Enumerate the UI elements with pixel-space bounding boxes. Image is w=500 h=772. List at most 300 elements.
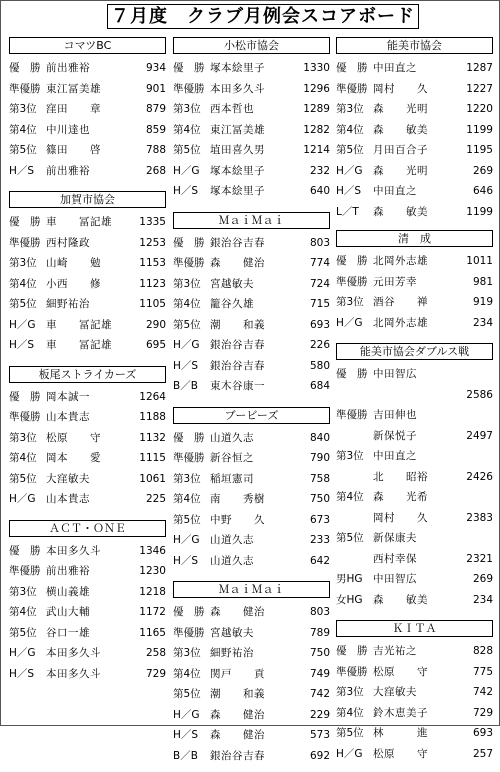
result-row — [173, 79, 330, 100]
score-value: 232 — [309, 164, 330, 177]
score-value: 1123 — [139, 277, 166, 290]
score-value: 692 — [309, 749, 330, 762]
rank-label: 準優勝 — [336, 82, 368, 95]
rank-label: 男HG — [336, 573, 363, 585]
score-value: 673 — [309, 513, 330, 526]
result-row — [9, 212, 166, 233]
score-value: 758 — [309, 472, 330, 485]
player-name: 酒谷 禅 — [373, 296, 428, 308]
results-list — [173, 58, 330, 202]
player-name: 前出雅裕 — [46, 164, 90, 177]
rank-label: 第4位 — [9, 452, 37, 464]
score-value: 234 — [472, 316, 493, 329]
player-name: 松原 守 — [46, 431, 101, 444]
rank-label: H／S — [336, 185, 362, 197]
rank-label: 第3位 — [173, 472, 201, 485]
player-name: 新保康夫 — [373, 532, 417, 544]
result-row — [336, 641, 493, 662]
result-row — [173, 376, 330, 397]
result-row — [336, 744, 493, 765]
club-section — [173, 581, 330, 766]
result-row — [9, 274, 166, 295]
score-value: 1011 — [466, 255, 493, 267]
result-row — [9, 161, 166, 182]
result-row — [336, 140, 493, 161]
rank-label: 第5位 — [173, 144, 201, 156]
result-row — [173, 140, 330, 161]
score-value: 2426 — [466, 470, 493, 483]
player-name: 本田多久斗 — [46, 647, 101, 659]
rank-label: 第4位 — [9, 277, 37, 290]
rank-label: 第3位 — [9, 585, 37, 598]
score-value: 724 — [309, 277, 330, 290]
score-value: 774 — [309, 257, 330, 269]
score-value: 828 — [472, 645, 493, 657]
score-value: 729 — [472, 706, 493, 719]
score-value: 1220 — [466, 103, 493, 115]
rank-label: 第3位 — [173, 103, 201, 115]
result-row — [9, 582, 166, 603]
player-name: 本田多久斗 — [46, 544, 101, 557]
player-name: 横山義雄 — [46, 585, 90, 598]
section-header: 小松市協会 — [173, 37, 330, 54]
player-name: 銀治谷吉春 — [210, 359, 265, 372]
rank-label: H／G — [9, 647, 36, 659]
rank-label: 準優勝 — [9, 236, 41, 249]
player-name: 中田智広 — [373, 573, 417, 585]
results-list — [336, 641, 493, 764]
rank-label: 第4位 — [9, 606, 37, 618]
result-row — [9, 541, 166, 562]
player-name: 大窪敏夫 — [373, 686, 417, 698]
column-right — [336, 37, 493, 770]
player-name: 銀治谷吉春 — [210, 339, 265, 351]
score-value: 1282 — [303, 123, 330, 136]
score-value: 901 — [145, 82, 166, 95]
player-name: 岡村 久 — [373, 82, 428, 95]
rank-label: H／G — [173, 708, 200, 721]
rank-label: H／G — [336, 316, 363, 329]
player-name: 北岡外志雄 — [373, 316, 428, 329]
score-value: 789 — [309, 626, 330, 639]
player-name: 関戸 貢 — [210, 667, 265, 680]
player-name: 東江冨美雄 — [46, 82, 101, 95]
rank-label: 第3位 — [173, 647, 201, 659]
rank-label: 優 勝 — [173, 236, 205, 249]
rank-label: 優 勝 — [173, 431, 205, 444]
result-row — [173, 315, 330, 336]
player-name: 岡本 愛 — [46, 452, 101, 464]
rank-label: 優 勝 — [173, 606, 205, 618]
score-value: 1199 — [466, 123, 493, 136]
score-value: 268 — [145, 164, 166, 177]
result-row — [173, 746, 330, 767]
section-header: ブービーズ — [173, 407, 330, 424]
rank-label: 第4位 — [336, 491, 364, 503]
player-name: 元田芳幸 — [373, 275, 417, 288]
results-list — [336, 364, 493, 610]
player-name: 森 健治 — [210, 606, 265, 618]
player-name: 小西 修 — [46, 277, 101, 290]
result-row — [173, 181, 330, 202]
rank-label: H／S — [173, 554, 199, 567]
results-list — [9, 212, 166, 356]
club-section — [336, 620, 493, 764]
result-row — [9, 643, 166, 664]
result-row — [173, 510, 330, 531]
player-name: 森 敏美 — [373, 123, 428, 136]
player-name: 武山大輔 — [46, 606, 90, 618]
score-value: 2321 — [466, 552, 493, 565]
player-name: 山崎 勉 — [46, 257, 101, 269]
player-name: 中田直之 — [373, 62, 417, 74]
result-row — [336, 549, 493, 570]
result-row — [336, 251, 493, 272]
rank-label: 第4位 — [173, 667, 201, 680]
player-name: 山道久志 — [210, 554, 254, 567]
result-row — [9, 233, 166, 254]
rank-label: 第3位 — [173, 277, 201, 290]
rank-label: H／G — [9, 493, 36, 505]
player-name: 細野祐治 — [210, 647, 254, 659]
player-name: 東江冨美雄 — [210, 123, 265, 136]
result-row — [336, 99, 493, 120]
result-row — [336, 590, 493, 611]
result-row — [173, 356, 330, 377]
rank-label: 優 勝 — [9, 544, 41, 557]
player-name: 東木谷康一 — [210, 380, 265, 392]
result-row — [9, 407, 166, 428]
section-header: ＭａｉＭａｉ — [173, 581, 330, 598]
score-value: 580 — [309, 359, 330, 372]
score-value: 646 — [472, 185, 493, 197]
section-header: 加賀市協会 — [9, 191, 166, 208]
result-row — [336, 405, 493, 426]
results-list — [173, 602, 330, 766]
rank-label: 第4位 — [9, 123, 37, 136]
rank-label: B／B — [173, 380, 198, 392]
score-value: 695 — [145, 339, 166, 351]
result-row — [336, 202, 493, 223]
player-name: 吉光祐之 — [373, 645, 417, 657]
player-name: 森 光希 — [373, 491, 428, 503]
score-value: 1061 — [139, 472, 166, 485]
score-value: 1214 — [303, 144, 330, 156]
score-value: 640 — [309, 185, 330, 197]
player-name: 山本貴志 — [46, 411, 90, 423]
rank-label: 優 勝 — [336, 645, 368, 657]
result-row — [9, 664, 166, 685]
club-section — [9, 37, 166, 181]
score-value: 290 — [145, 318, 166, 331]
rank-label: 優 勝 — [336, 368, 368, 380]
club-section — [173, 37, 330, 202]
result-row — [336, 385, 493, 406]
result-row — [173, 623, 330, 644]
results-list — [173, 428, 330, 572]
player-name: 山本貴志 — [46, 493, 90, 505]
result-row — [173, 294, 330, 315]
player-name: 車 冨記雄 — [46, 318, 112, 331]
player-name: 山道久志 — [210, 431, 254, 444]
score-value: 693 — [472, 727, 493, 739]
score-value: 1199 — [466, 205, 493, 218]
result-row — [336, 58, 493, 79]
rank-label: 第5位 — [173, 513, 201, 526]
score-value: 269 — [472, 164, 493, 177]
result-row — [336, 682, 493, 703]
player-name: 谷口一雄 — [46, 626, 90, 639]
score-value: 1218 — [139, 585, 166, 598]
rank-label: 準優勝 — [173, 626, 205, 639]
rank-label: H／G — [336, 164, 363, 177]
column-left — [9, 37, 166, 690]
rank-label: B／B — [173, 749, 198, 762]
rank-label: H／S — [9, 339, 35, 351]
result-row — [9, 561, 166, 582]
score-value: 750 — [309, 647, 330, 659]
score-value: 1330 — [303, 62, 330, 74]
result-row — [9, 428, 166, 449]
result-row — [336, 426, 493, 447]
player-name: 本田多久斗 — [210, 82, 265, 95]
rank-label: 第5位 — [9, 472, 37, 485]
score-value: 788 — [145, 144, 166, 156]
result-row — [173, 120, 330, 141]
result-row — [173, 161, 330, 182]
score-value: 1264 — [139, 390, 166, 403]
score-value: 790 — [309, 452, 330, 464]
player-name: 潮 和義 — [210, 688, 265, 700]
rank-label: 第3位 — [9, 103, 37, 115]
section-header: コマツBC — [9, 37, 166, 54]
rank-label: 第5位 — [173, 318, 201, 331]
club-section — [9, 366, 166, 510]
results-list — [9, 58, 166, 181]
result-row — [336, 181, 493, 202]
score-value: 1172 — [139, 606, 166, 618]
player-name: 銀治谷吉春 — [210, 236, 265, 249]
score-value: 229 — [309, 708, 330, 721]
result-row — [173, 664, 330, 685]
result-row — [336, 364, 493, 385]
player-name: 細野祐治 — [46, 298, 90, 310]
section-header: 能美市協会ダブルス戦 — [336, 343, 493, 360]
player-name: 松原 守 — [373, 665, 428, 678]
result-row — [173, 684, 330, 705]
rank-label: 優 勝 — [336, 255, 368, 267]
player-name: 西村幸保 — [373, 552, 417, 565]
player-name: 宮越敏夫 — [210, 626, 254, 639]
rank-label: 準優勝 — [173, 82, 205, 95]
rank-label: 第5位 — [9, 298, 37, 310]
player-name: 松原 守 — [373, 747, 428, 760]
result-row — [173, 469, 330, 490]
rank-label: 優 勝 — [9, 216, 41, 228]
score-value: 233 — [309, 534, 330, 546]
result-row — [173, 428, 330, 449]
results-list — [9, 541, 166, 685]
rank-label: H／S — [9, 667, 35, 680]
result-row — [173, 274, 330, 295]
result-row — [173, 253, 330, 274]
rank-label: H／S — [173, 359, 199, 372]
rank-label: 第4位 — [336, 123, 364, 136]
score-value: 1115 — [139, 452, 166, 464]
player-name: 森 健治 — [210, 729, 265, 741]
player-name: 鈴木恵美子 — [373, 706, 428, 719]
score-value: 234 — [472, 593, 493, 606]
results-list — [173, 233, 330, 397]
player-name: 塚本絵里子 — [210, 62, 265, 74]
player-name: 新谷恒之 — [210, 452, 254, 464]
result-row — [336, 467, 493, 488]
player-name: 西本哲也 — [210, 103, 254, 115]
rank-label: 第3位 — [336, 103, 364, 115]
result-row — [336, 528, 493, 549]
result-row — [9, 469, 166, 490]
result-row — [9, 315, 166, 336]
result-row — [173, 335, 330, 356]
player-name: 中川達也 — [46, 123, 90, 136]
score-value: 934 — [145, 62, 166, 74]
rank-label: L／T — [336, 205, 359, 218]
score-value: 750 — [309, 493, 330, 505]
rank-label: 第3位 — [9, 257, 37, 269]
club-section — [336, 343, 493, 610]
score-value: 1105 — [139, 298, 166, 310]
score-value: 1132 — [139, 431, 166, 444]
rank-label: 優 勝 — [9, 62, 41, 74]
result-row — [173, 643, 330, 664]
score-value: 1230 — [139, 565, 166, 577]
column-center — [173, 37, 330, 772]
score-value: 1227 — [466, 82, 493, 95]
rank-label: 第5位 — [9, 626, 37, 639]
results-list — [336, 58, 493, 222]
score-value: 2383 — [466, 511, 493, 524]
player-name: 森 光明 — [373, 103, 428, 115]
page-title: ７月度 クラブ月例会スコアボード — [107, 4, 419, 29]
rank-label: 第3位 — [336, 450, 364, 462]
result-row — [336, 292, 493, 313]
result-row — [9, 58, 166, 79]
club-section — [9, 191, 166, 356]
score-value: 573 — [309, 729, 330, 741]
rank-label: 第4位 — [336, 706, 364, 719]
rank-label: H／S — [173, 729, 199, 741]
rank-label: 第3位 — [336, 686, 364, 698]
results-list — [9, 387, 166, 510]
score-value: 919 — [472, 296, 493, 308]
rank-label: 第5位 — [336, 727, 364, 739]
player-name: 中田智広 — [373, 368, 417, 380]
rank-label: H／G — [173, 534, 200, 546]
result-row — [336, 703, 493, 724]
score-value: 981 — [472, 275, 493, 288]
result-row — [9, 253, 166, 274]
player-name: 西村隆政 — [46, 236, 90, 249]
player-name: 中田直之 — [373, 450, 417, 462]
section-header: ＭａｉＭａｉ — [173, 212, 330, 229]
rank-label: 準優勝 — [9, 411, 41, 423]
result-row — [173, 551, 330, 572]
rank-label: H／G — [9, 318, 36, 331]
player-name: 森 健治 — [210, 257, 265, 269]
player-name: 銀治谷吉春 — [210, 749, 265, 762]
rank-label: 準優勝 — [9, 565, 41, 577]
score-value: 684 — [309, 380, 330, 392]
score-value: 742 — [472, 686, 493, 698]
player-name: 森 敏美 — [373, 205, 428, 218]
result-row — [336, 120, 493, 141]
results-list — [336, 251, 493, 333]
score-value: 803 — [309, 606, 330, 618]
result-row — [9, 602, 166, 623]
player-name: 車 冨記雄 — [46, 216, 112, 228]
score-value: 225 — [145, 493, 166, 505]
result-row — [336, 569, 493, 590]
score-value: 803 — [309, 236, 330, 249]
section-header: 板尾ストライカーズ — [9, 366, 166, 383]
result-row — [173, 233, 330, 254]
club-section — [336, 37, 493, 222]
score-value: 2497 — [466, 429, 493, 442]
player-name: 篠田 啓 — [46, 144, 101, 156]
result-row — [336, 487, 493, 508]
score-value: 2586 — [466, 388, 493, 401]
score-value: 749 — [309, 667, 330, 680]
club-section — [173, 212, 330, 397]
score-value: 1296 — [303, 82, 330, 95]
player-name: 岡村 久 — [373, 511, 428, 524]
result-row — [336, 313, 493, 334]
score-value: 1289 — [303, 103, 330, 115]
rank-label: 準優勝 — [173, 257, 205, 269]
player-name: 岡本誠一 — [46, 390, 90, 403]
player-name: 吉田伸也 — [373, 409, 417, 421]
player-name: 稲垣憲司 — [210, 472, 254, 485]
result-row — [336, 662, 493, 683]
player-name: 新保悦子 — [373, 429, 417, 442]
club-section — [336, 230, 493, 333]
section-header: 清 成 — [336, 230, 493, 247]
score-value: 729 — [145, 667, 166, 680]
score-value: 840 — [309, 431, 330, 444]
player-name: 山道久志 — [210, 534, 254, 546]
result-row — [173, 705, 330, 726]
result-row — [173, 530, 330, 551]
score-value: 1188 — [139, 411, 166, 423]
player-name: 森 敏美 — [373, 593, 428, 606]
player-name: 前出雅裕 — [46, 62, 90, 74]
score-value: 1287 — [466, 62, 493, 74]
score-value: 715 — [309, 298, 330, 310]
result-row — [9, 79, 166, 100]
score-value: 258 — [145, 647, 166, 659]
score-value: 1153 — [139, 257, 166, 269]
player-name: 宮越敏夫 — [210, 277, 254, 290]
result-row — [173, 602, 330, 623]
rank-label: H／G — [336, 747, 363, 760]
rank-label: H／G — [173, 164, 200, 177]
player-name: 中野 久 — [210, 513, 265, 526]
score-value: 693 — [309, 318, 330, 331]
player-name: 中田直之 — [373, 185, 417, 197]
result-row — [9, 140, 166, 161]
score-value: 879 — [145, 103, 166, 115]
player-name: 塚本絵里子 — [210, 164, 265, 177]
